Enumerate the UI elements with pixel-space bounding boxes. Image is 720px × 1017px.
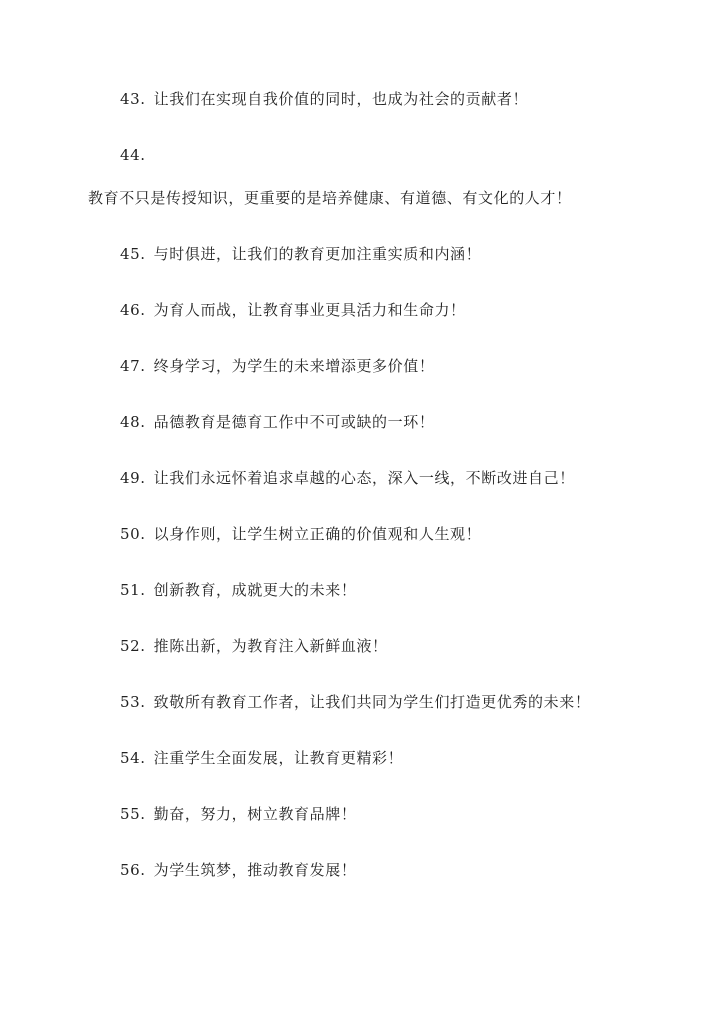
item-text: 创新教育，成就更大的未来！ — [153, 581, 357, 599]
list-item-49 — [120, 468, 575, 488]
item-number: 50. — [120, 525, 146, 543]
list-item-44-text — [88, 188, 572, 208]
item-text: 致敬所有教育工作者，让我们共同为学生们打造更优秀的未来！ — [153, 693, 591, 711]
list-item-53 — [120, 692, 590, 712]
item-number: 56. — [120, 861, 146, 879]
item-text: 品德教育是德育工作中不可或缺的一环！ — [153, 413, 435, 431]
item-text: 为学生筑梦，推动教育发展！ — [153, 861, 357, 879]
item-text: 与时俱进，让我们的教育更加注重实质和内涵！ — [153, 245, 482, 263]
list-item-55 — [120, 804, 356, 824]
item-number: 52. — [120, 637, 146, 655]
list-item-44-number — [120, 145, 154, 165]
item-text: 勤奋，努力，树立教育品牌！ — [153, 805, 357, 823]
list-item-51 — [120, 580, 356, 600]
list-item-50 — [120, 524, 481, 544]
item-text: 让我们永远怀着追求卓越的心态，深入一线，不断改进自己！ — [153, 469, 575, 487]
item-number: 46. — [120, 301, 146, 319]
item-number: 44. — [120, 146, 146, 164]
item-text: 以身作则，让学生树立正确的价值观和人生观！ — [153, 525, 482, 543]
list-item-45 — [120, 244, 481, 264]
item-number: 47. — [120, 357, 146, 375]
list-item-52 — [120, 636, 388, 656]
list-item-56 — [120, 860, 356, 880]
item-number: 55. — [120, 805, 146, 823]
list-item-48 — [120, 412, 434, 432]
item-number: 54. — [120, 749, 146, 767]
item-text: 教育不只是传授知识，更重要的是培养健康、有道德、有文化的人才！ — [88, 189, 572, 207]
item-text: 终身学习，为学生的未来增添更多价值！ — [153, 357, 435, 375]
item-text: 推陈出新，为教育注入新鲜血液！ — [153, 637, 388, 655]
item-number: 53. — [120, 693, 146, 711]
item-number: 48. — [120, 413, 146, 431]
item-text: 为育人而战，让教育事业更具活力和生命力！ — [153, 301, 466, 319]
list-item-54 — [120, 748, 403, 768]
list-item-47 — [120, 356, 434, 376]
item-number: 51. — [120, 581, 146, 599]
list-item-43 — [120, 89, 528, 109]
item-text: 注重学生全面发展，让教育更精彩！ — [153, 749, 404, 767]
list-item-46 — [120, 300, 466, 320]
item-text: 让我们在实现自我价值的同时，也成为社会的贡献者！ — [153, 90, 529, 108]
item-number: 43. — [120, 90, 146, 108]
item-number: 49. — [120, 469, 146, 487]
item-number: 45. — [120, 245, 146, 263]
